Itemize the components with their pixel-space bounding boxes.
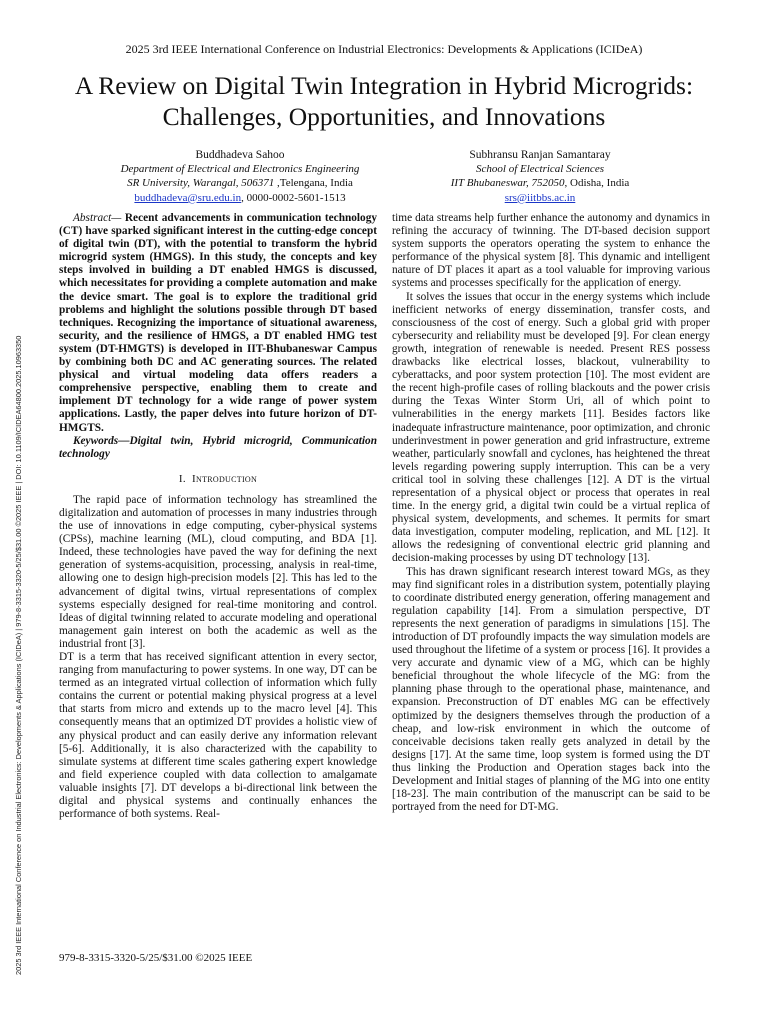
abstract <box>59 212 377 435</box>
body-paragraph: The rapid pace of information technology has streamlined the digitalization and automation of processes in many industries through the use of innovations in edge computing, cyber-physical systems (CPSs), machine learning (ML), cloud computing, and BDA [1]. Indeed, these technologies have paved the way for defining the next generation of systems-acquisition, processing, analysis in real-time, allowing one to design high-precision models [2]. This has led to the advancement of digital twins, virtual representations of complex systems especially designed for real-time monitoring and control. Ideas of digital twinning related to accurate modeling and operational management gain interest on both the academic as well as the industrial front [3]. <box>59 493 377 650</box>
doi-sidebar: 2025 3rd IEEE International Conference on Industrial Electronics: Developments & Applications (ICIDeA) | 979-8-3315-3320-5/25/$31.00 ©2025 IEEE | DOI: 10.1109/ICIDEA64800.2025.10963350 <box>14 335 23 975</box>
author-name: Buddhadeva Sahoo <box>195 149 285 161</box>
body-paragraph: DT is a term that has received significant attention in every sector, ranging from manufacturing to power systems. In one way, DT can be termed as an integrated virtual collection of information which fully contains the current or potential making physical progress at a level that starts from micro and extends up to the macro level [4]. This consequently means that an optimized DT provides a holistic view of any physical product and can easily derive any information relevant [5-6]. Additionally, it is also characterized with the capability to simulate systems at different time scales gathering expert knowledge and field experience coupled with data collection to amalgamate valuable insights [7]. DT develops a bi-directional link between the digital and physical systems and continually enhances the performance of both systems. Real- <box>59 651 377 821</box>
left-column <box>59 212 377 821</box>
keywords: Keywords—Digital twin, Hybrid microgrid, Communication technology <box>59 434 377 460</box>
author-department: School of Electrical Sciences <box>476 163 604 176</box>
author-contact <box>80 191 400 205</box>
author-location <box>380 176 700 190</box>
author-location <box>80 176 400 190</box>
section-title: Introduction <box>192 472 258 485</box>
body-paragraph: This has drawn significant research interest toward MGs, as they may find significant roles in a distribution system, potentially playing to coordinate distributed energy generation, offering management and regulation capability [14]. From a simulation perspective, DT represents the next generation of paradigms in simulations [15]. The introduction of DT profoundly impacts the way simulation models are used throughout the lifetime of a system or process [16]. It provides a very accurate and dynamic view of a MG, which can be highly beneficial throughout the whole lifecycle of the MG: from the planning phase through to the operational phase, maintenance, and expansion. Preconstruction of DT enables MG can be effectively optimized by the designers themselves through the production of a cheap, and low-risk environment in which the outcome of conceivable decisions taken really gets analyzed in detail by the designs [17]. At the same time, loop system is formed using the DT thus linking the Production and Operation stages back into the Development and Initial stages of planning of the MG into one entity [18-23]. The main contribution of the manuscript can be said to be portrayed from the need for DT-MG. <box>392 565 710 814</box>
author-department: Department of Electrical and Electronics Engineering <box>120 163 360 176</box>
author-block-1 <box>80 148 400 205</box>
body-paragraph: time data streams help further enhance the autonomy and dynamics in refining the accuracy of twinning. The DT-based decision support system supports the operators operating the system to enhance the performance of the physical system [8]. This dynamic and intelligent nature of DT places it apart as a tool valuable for improving various systems and processes specifically for the application of energy. <box>392 212 710 290</box>
paper-title: A Review on Digital Twin Integration in Hybrid Microgrids: Challenges, Opportunities, and Innovations <box>74 71 694 131</box>
conference-header: 2025 3rd IEEE International Conference on Industrial Electronics: Developments & Applications (ICIDeA) <box>125 42 643 56</box>
abstract-label: Abstract— <box>73 212 122 224</box>
section-heading <box>59 473 377 486</box>
section-number: I. <box>178 472 186 485</box>
author-name: Subhransu Ranjan Samantaray <box>469 149 611 161</box>
body-paragraph: It solves the issues that occur in the energy systems which include inefficient networks of energy dissemination, transfer costs, and consciousness of the cost of energy. Such a global grid with proper cybersecurity and reliability must be developed [9]. For clean energy growth, integration of renewable is needed. Present RES possess drawbacks like electrical losses, blackout, vulnerability to cyberattacks, and poor system protection [10]. The most evident are the recent high-profile cases of rolling blackouts and the power crisis during the Texas Winter Storm Uri, all of which point to vulnerabilities in the energy markets [11]. Besides factors like inadequate infrastructure maintenance, poor optimization, and chronic underinvestment in power generation and grid infrastructure, extreme weather, particularly snowfall and cyclones, has heightened the threat levels regarding powering supply interruption. This can be a very critical tool in solving these challenges [12]. A DT is the virtual representation of a physical object or process that operates in real time. In the energy grid, a digital twin could be a virtual replica of physical system, developments, and schemes. It permits for smart data investigation, computer modeling, replication, and ML [12]. It allows the redesigning of conventional electric grid planning and decision-making processes by using DT technology [13]. <box>392 290 710 565</box>
copyright-footer: 979-8-3315-3320-5/25/$31.00 ©2025 IEEE <box>59 952 253 964</box>
author-orcid: , 0000-0002-5601-1513 <box>241 191 346 204</box>
author-email-link[interactable]: srs@iitbbs.ac.in <box>504 191 576 204</box>
author-location-rest: , Odisha, India <box>564 177 630 190</box>
abstract-text: Recent advancements in communication technology (CT) have sparked significant interest in the cutting-edge concept of digital twin (DT), with the potential to transform the hybrid microgrid system (HMGS). In this study, the concepts and key steps involved in building a DT enabled HMGS is discussed, which necessitates for providing a complete automation and make the device smart. The goal is to explore the traditional grid problems and highlight the solutions possible through DT based techniques. Recognizing the importance of situational awareness, security, and the resilience of HMGS, a DT enabled HMG test system (DT-HMGTS) is developed in IIT-Bhubaneswar Campus by combining both DC and AC generating sources. The related physical and virtual modeling data offers readers a comprehensive perspective, enabling them to create and implement DT technology for a wide range of power system applications. Lastly, the paper delves into future horizon of DT-HMGTS. <box>59 212 377 434</box>
author-location-main: SR University, Warangal, 506371 <box>127 177 275 190</box>
author-contact <box>380 191 700 205</box>
author-email-link[interactable]: buddhadeva@sru.edu.in <box>134 191 242 204</box>
author-block-2 <box>380 148 700 205</box>
right-column <box>392 212 710 814</box>
author-location-main: IIT Bhubaneswar, 752050 <box>450 177 565 190</box>
author-location-rest: ,Telengana, India <box>274 177 353 190</box>
